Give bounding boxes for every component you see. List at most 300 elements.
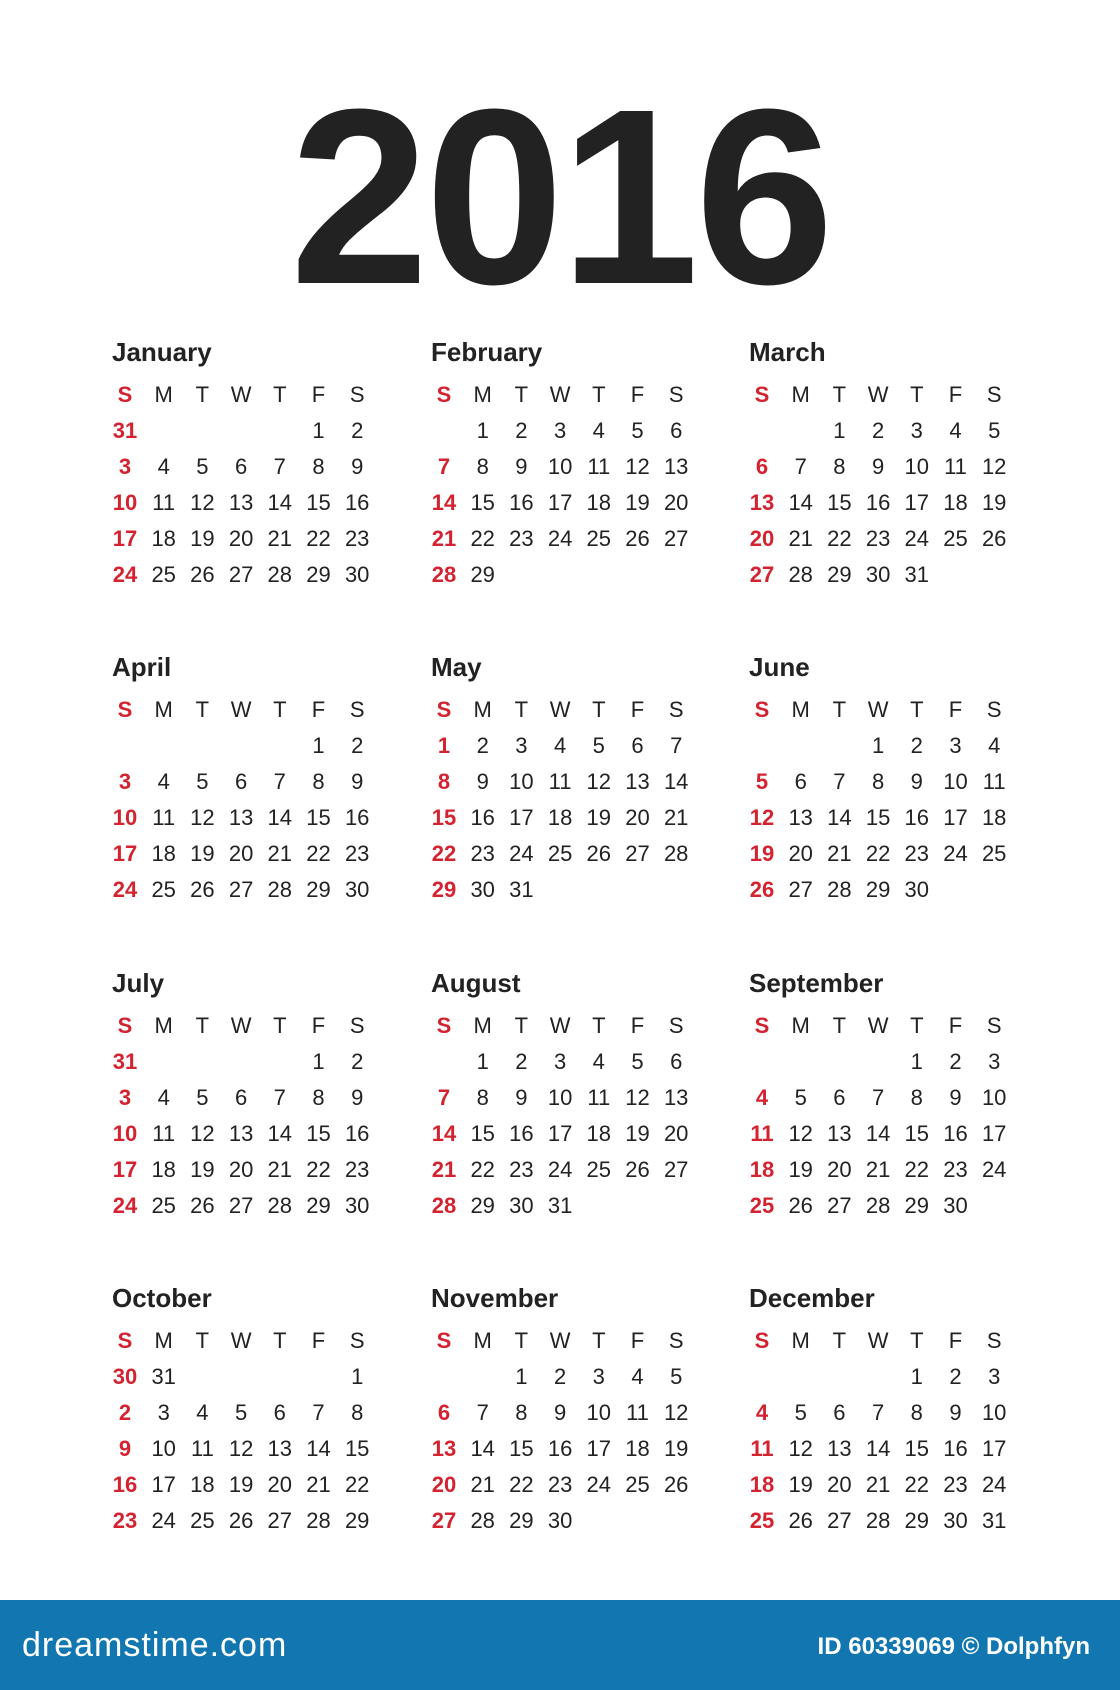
date-cell: 11: [626, 1400, 649, 1425]
date-cell: 5: [670, 1364, 683, 1389]
date-cell: 9: [553, 1400, 567, 1425]
date-cell: 14: [788, 490, 813, 515]
date-cell: 27: [625, 841, 650, 866]
date-cell: 8: [312, 1085, 325, 1110]
weekday-header: W: [549, 1013, 571, 1038]
date-cell: 22: [827, 526, 852, 551]
weekday-header: S: [436, 697, 452, 722]
weekday-header: T: [910, 1013, 924, 1038]
date-cell: 8: [910, 1400, 923, 1425]
date-cell: 26: [981, 526, 1007, 551]
date-cell: 19: [190, 526, 215, 551]
date-cell: 10: [981, 1085, 1007, 1110]
date-cell: 9: [351, 769, 364, 794]
date-cell: 10: [547, 454, 573, 479]
weekday-header: S: [986, 1013, 1002, 1038]
sunday-date: 12: [749, 805, 775, 830]
date-cell: 11: [587, 1085, 611, 1110]
date-cell: 19: [190, 841, 215, 866]
sunday-date: 6: [755, 454, 769, 479]
sunday-date: 16: [112, 1472, 138, 1497]
date-cell: 19: [190, 1157, 215, 1182]
date-cell: 6: [794, 769, 807, 794]
date-cell: 15: [344, 1436, 370, 1461]
date-cell: 10: [509, 769, 534, 794]
date-cell: 29: [827, 562, 852, 587]
date-cell: 22: [470, 526, 495, 551]
date-cell: 22: [306, 526, 331, 551]
date-cell: 9: [515, 1085, 528, 1110]
date-cell: 9: [476, 769, 489, 794]
date-cell: 20: [267, 1472, 293, 1497]
weekday-header: S: [436, 1328, 452, 1353]
month-title: January: [112, 337, 212, 367]
weekday-header: S: [754, 697, 770, 722]
date-cell: 21: [306, 1472, 331, 1497]
date-cell: 6: [234, 454, 248, 479]
date-cell: 3: [949, 733, 962, 758]
month-april: [112, 652, 412, 952]
date-cell: 5: [196, 454, 209, 479]
date-cell: 27: [228, 1193, 254, 1218]
date-cell: 19: [625, 490, 650, 515]
weekday-header: S: [349, 1013, 365, 1038]
date-cell: 1: [351, 1364, 364, 1389]
sunday-date: 6: [437, 1400, 451, 1425]
date-cell: 18: [151, 526, 176, 551]
date-cell: 15: [306, 490, 331, 515]
date-cell: 8: [312, 454, 325, 479]
date-cell: 31: [509, 877, 534, 902]
weekday-header: M: [791, 697, 810, 722]
weekday-header: S: [349, 1328, 365, 1353]
date-cell: 17: [981, 1436, 1007, 1461]
sunday-date: 13: [431, 1436, 457, 1461]
date-cell: 27: [827, 1508, 852, 1533]
date-cell: 21: [663, 805, 689, 830]
date-cell: 11: [152, 1121, 176, 1146]
date-cell: 30: [943, 1508, 968, 1533]
date-cell: 17: [151, 1472, 176, 1497]
date-cell: 7: [273, 1085, 286, 1110]
date-cell: 23: [509, 526, 534, 551]
date-cell: 28: [865, 1508, 891, 1533]
date-cell: 3: [592, 1364, 605, 1389]
sunday-date: 10: [112, 805, 138, 830]
date-cell: 24: [904, 526, 930, 551]
date-cell: 5: [794, 1085, 807, 1110]
sunday-date: 24: [112, 1193, 138, 1218]
date-cell: 6: [833, 1400, 846, 1425]
date-cell: 13: [228, 805, 254, 830]
weekday-header: T: [910, 382, 924, 407]
sunday-date: 3: [118, 769, 132, 794]
sunday-date: 22: [431, 841, 457, 866]
date-cell: 25: [625, 1472, 650, 1497]
sunday-date: 26: [749, 877, 775, 902]
weekday-header: S: [754, 1013, 770, 1038]
sunday-date: 28: [431, 1193, 457, 1218]
date-cell: 5: [988, 418, 1001, 443]
date-cell: 17: [943, 805, 968, 830]
date-cell: 5: [592, 733, 605, 758]
date-cell: 21: [827, 841, 852, 866]
weekday-header: T: [195, 382, 210, 407]
date-cell: 4: [553, 733, 567, 758]
date-cell: 3: [910, 418, 923, 443]
weekday-header: W: [867, 1013, 889, 1038]
date-cell: 12: [625, 1085, 650, 1110]
sunday-date: 28: [431, 562, 457, 587]
weekday-header: T: [832, 1013, 847, 1038]
weekday-header: S: [668, 1013, 684, 1038]
date-cell: 18: [625, 1436, 650, 1461]
weekday-header: F: [948, 697, 963, 722]
date-cell: 30: [547, 1508, 573, 1533]
date-cell: 19: [586, 805, 612, 830]
date-cell: 20: [827, 1157, 852, 1182]
date-cell: 17: [981, 1121, 1007, 1146]
weekday-header: M: [154, 1013, 173, 1038]
date-cell: 6: [833, 1085, 846, 1110]
date-cell: 30: [865, 562, 891, 587]
sunday-date: 14: [431, 1121, 457, 1146]
date-cell: 23: [904, 841, 930, 866]
month-title: March: [749, 337, 826, 367]
weekday-header: W: [230, 382, 252, 407]
month-may: [431, 652, 731, 952]
weekday-header: W: [549, 697, 571, 722]
weekday-header: M: [791, 1013, 810, 1038]
date-cell: 30: [470, 877, 495, 902]
date-cell: 12: [586, 769, 612, 794]
date-cell: 15: [470, 490, 495, 515]
sunday-date: 2: [118, 1400, 132, 1425]
date-cell: 28: [827, 877, 852, 902]
date-cell: 23: [547, 1472, 573, 1497]
date-cell: 1: [871, 733, 885, 758]
date-cell: 8: [833, 454, 846, 479]
date-cell: 23: [344, 1157, 370, 1182]
date-cell: 23: [344, 526, 370, 551]
date-cell: 15: [865, 805, 891, 830]
date-cell: 4: [196, 1400, 209, 1425]
date-cell: 21: [865, 1472, 891, 1497]
sunday-date: 4: [755, 1085, 769, 1110]
weekday-header: T: [514, 1013, 529, 1038]
date-cell: 18: [586, 490, 612, 515]
sunday-date: 23: [112, 1508, 138, 1533]
weekday-header: S: [436, 1013, 452, 1038]
date-cell: 2: [476, 733, 489, 758]
date-cell: 5: [196, 1085, 209, 1110]
weekday-header: S: [986, 1328, 1002, 1353]
date-cell: 13: [663, 1085, 689, 1110]
date-cell: 9: [871, 454, 885, 479]
date-cell: 25: [586, 1157, 612, 1182]
date-cell: 15: [904, 1436, 930, 1461]
sunday-date: 25: [749, 1193, 775, 1218]
date-cell: 8: [312, 769, 325, 794]
date-cell: 26: [625, 1157, 650, 1182]
date-cell: 16: [943, 1436, 968, 1461]
date-cell: 24: [586, 1472, 612, 1497]
date-cell: 4: [157, 1085, 170, 1110]
date-cell: 9: [949, 1400, 962, 1425]
date-cell: 20: [827, 1472, 852, 1497]
weekday-header: S: [754, 1328, 770, 1353]
date-cell: 12: [625, 454, 650, 479]
month-december: [749, 1283, 1049, 1583]
month-november: [431, 1283, 731, 1583]
date-cell: 27: [228, 562, 254, 587]
date-cell: 20: [228, 526, 254, 551]
date-cell: 16: [344, 490, 370, 515]
weekday-header: T: [514, 382, 529, 407]
date-cell: 20: [663, 1121, 689, 1146]
sunday-date: 24: [112, 877, 138, 902]
date-cell: 15: [470, 1121, 495, 1146]
weekday-header: T: [195, 1328, 210, 1353]
date-cell: 22: [470, 1157, 495, 1182]
date-cell: 13: [788, 805, 813, 830]
weekday-header: W: [549, 1328, 571, 1353]
date-cell: 12: [981, 454, 1007, 479]
date-cell: 19: [228, 1472, 254, 1497]
sunday-date: 31: [112, 418, 138, 443]
date-cell: 29: [306, 562, 331, 587]
date-cell: 2: [351, 418, 364, 443]
weekday-header: W: [230, 1328, 252, 1353]
weekday-header: T: [592, 697, 606, 722]
month-title: April: [112, 652, 172, 682]
date-cell: 20: [788, 841, 813, 866]
weekday-header: W: [867, 697, 889, 722]
date-cell: 28: [663, 841, 689, 866]
date-cell: 31: [981, 1508, 1007, 1533]
date-cell: 16: [509, 490, 534, 515]
date-cell: 22: [904, 1472, 930, 1497]
weekday-header: S: [668, 697, 684, 722]
date-cell: 12: [663, 1400, 689, 1425]
weekday-header: M: [154, 1328, 173, 1353]
date-cell: 10: [981, 1400, 1007, 1425]
date-cell: 7: [312, 1400, 325, 1425]
sunday-date: 13: [749, 490, 775, 515]
weekday-header: S: [754, 382, 770, 407]
sunday-date: 21: [431, 526, 457, 551]
date-cell: 24: [547, 526, 573, 551]
date-cell: 15: [904, 1121, 930, 1146]
month-january: [112, 337, 412, 637]
date-cell: 25: [586, 526, 612, 551]
sunday-date: 27: [749, 562, 775, 587]
weekday-header: T: [514, 1328, 529, 1353]
weekday-header: W: [549, 382, 571, 407]
weekday-header: T: [832, 382, 847, 407]
date-cell: 22: [904, 1157, 930, 1182]
date-cell: 19: [788, 1472, 813, 1497]
sunday-date: 7: [437, 1085, 451, 1110]
date-cell: 28: [306, 1508, 331, 1533]
date-cell: 2: [910, 733, 923, 758]
sunday-date: 31: [112, 1049, 138, 1074]
date-cell: 14: [306, 1436, 331, 1461]
date-cell: 22: [509, 1472, 534, 1497]
date-cell: 2: [351, 733, 364, 758]
date-cell: 4: [592, 1049, 605, 1074]
date-cell: 8: [351, 1400, 364, 1425]
sunday-date: 3: [118, 1085, 132, 1110]
date-cell: 15: [509, 1436, 534, 1461]
weekday-header: F: [630, 1013, 645, 1038]
date-cell: 26: [788, 1193, 813, 1218]
date-cell: 7: [871, 1085, 885, 1110]
date-cell: 20: [228, 841, 254, 866]
date-cell: 7: [833, 769, 846, 794]
date-cell: 17: [547, 490, 573, 515]
weekday-header: T: [832, 1328, 847, 1353]
date-cell: 14: [827, 805, 852, 830]
sunday-date: 18: [749, 1472, 775, 1497]
month-march: [749, 337, 1049, 637]
date-cell: 12: [190, 805, 215, 830]
date-cell: 4: [592, 418, 605, 443]
date-cell: 13: [663, 454, 689, 479]
weekday-header: S: [986, 697, 1002, 722]
date-cell: 7: [476, 1400, 489, 1425]
date-cell: 30: [943, 1193, 968, 1218]
date-cell: 25: [190, 1508, 215, 1533]
date-cell: 18: [981, 805, 1007, 830]
weekday-header: S: [436, 382, 452, 407]
date-cell: 25: [547, 841, 573, 866]
date-cell: 3: [553, 418, 567, 443]
date-cell: 5: [631, 1049, 644, 1074]
footer-bar: [0, 1600, 1120, 1690]
date-cell: 30: [904, 877, 930, 902]
month-june: [749, 652, 1049, 952]
date-cell: 21: [788, 526, 813, 551]
date-cell: 24: [981, 1472, 1007, 1497]
date-cell: 1: [833, 418, 846, 443]
month-october: [112, 1283, 412, 1583]
date-cell: 31: [151, 1364, 176, 1389]
weekday-header: F: [311, 697, 326, 722]
weekday-header: S: [117, 1328, 133, 1353]
month-title: October: [112, 1283, 212, 1313]
image-credit: ID 60339069 © Dolphfyn: [817, 1633, 1090, 1660]
weekday-header: M: [791, 382, 810, 407]
date-cell: 2: [949, 1364, 962, 1389]
weekday-header: T: [592, 1328, 606, 1353]
date-cell: 9: [910, 769, 923, 794]
date-cell: 6: [631, 733, 644, 758]
date-cell: 14: [865, 1121, 891, 1146]
sunday-date: 30: [112, 1364, 138, 1389]
month-title: September: [749, 968, 884, 998]
date-cell: 4: [949, 418, 962, 443]
weekday-header: F: [948, 1013, 963, 1038]
date-cell: 14: [470, 1436, 495, 1461]
date-cell: 29: [470, 562, 495, 587]
month-title: June: [749, 652, 810, 682]
date-cell: 30: [344, 877, 370, 902]
month-title: December: [749, 1283, 875, 1313]
date-cell: 12: [788, 1121, 813, 1146]
date-cell: 27: [788, 877, 813, 902]
weekday-header: T: [273, 1328, 287, 1353]
date-cell: 28: [267, 877, 293, 902]
month-title: August: [431, 968, 521, 998]
date-cell: 6: [234, 769, 248, 794]
year-title: 2016: [289, 57, 831, 336]
date-cell: 3: [553, 1049, 567, 1074]
sunday-date: 14: [431, 490, 457, 515]
date-cell: 28: [865, 1193, 891, 1218]
weekday-header: S: [349, 697, 365, 722]
date-cell: 20: [228, 1157, 254, 1182]
date-cell: 8: [910, 1085, 923, 1110]
sunday-date: 10: [112, 1121, 138, 1146]
date-cell: 15: [306, 1121, 331, 1146]
month-february: [431, 337, 731, 637]
date-cell: 29: [904, 1508, 930, 1533]
date-cell: 26: [663, 1472, 689, 1497]
date-cell: 29: [344, 1508, 370, 1533]
date-cell: 4: [988, 733, 1001, 758]
date-cell: 23: [943, 1472, 968, 1497]
date-cell: 28: [470, 1508, 495, 1533]
date-cell: 14: [267, 490, 293, 515]
date-cell: 26: [190, 877, 215, 902]
date-cell: 7: [871, 1400, 885, 1425]
date-cell: 18: [586, 1121, 612, 1146]
date-cell: 2: [515, 418, 528, 443]
weekday-header: F: [630, 1328, 645, 1353]
date-cell: 6: [273, 1400, 286, 1425]
sunday-date: 25: [749, 1508, 775, 1533]
date-cell: 22: [306, 1157, 331, 1182]
date-cell: 7: [273, 454, 286, 479]
date-cell: 11: [152, 805, 176, 830]
date-cell: 28: [267, 1193, 293, 1218]
weekday-header: T: [910, 1328, 924, 1353]
date-cell: 14: [663, 769, 689, 794]
weekday-header: T: [273, 697, 287, 722]
date-cell: 6: [670, 418, 683, 443]
date-cell: 18: [190, 1472, 215, 1497]
date-cell: 17: [586, 1436, 612, 1461]
weekday-header: F: [311, 1013, 326, 1038]
date-cell: 28: [788, 562, 813, 587]
date-cell: 28: [267, 562, 293, 587]
date-cell: 25: [943, 526, 968, 551]
date-cell: 20: [663, 490, 689, 515]
month-title: July: [112, 968, 165, 998]
month-august: [431, 968, 731, 1268]
date-cell: 23: [470, 841, 495, 866]
date-cell: 31: [547, 1193, 573, 1218]
sunday-date: 19: [749, 841, 775, 866]
weekday-header: S: [117, 697, 133, 722]
date-cell: 3: [988, 1364, 1001, 1389]
sunday-date: 10: [112, 490, 138, 515]
date-cell: 17: [904, 490, 930, 515]
date-cell: 19: [625, 1121, 650, 1146]
date-cell: 21: [267, 841, 293, 866]
month-july: [112, 968, 412, 1268]
